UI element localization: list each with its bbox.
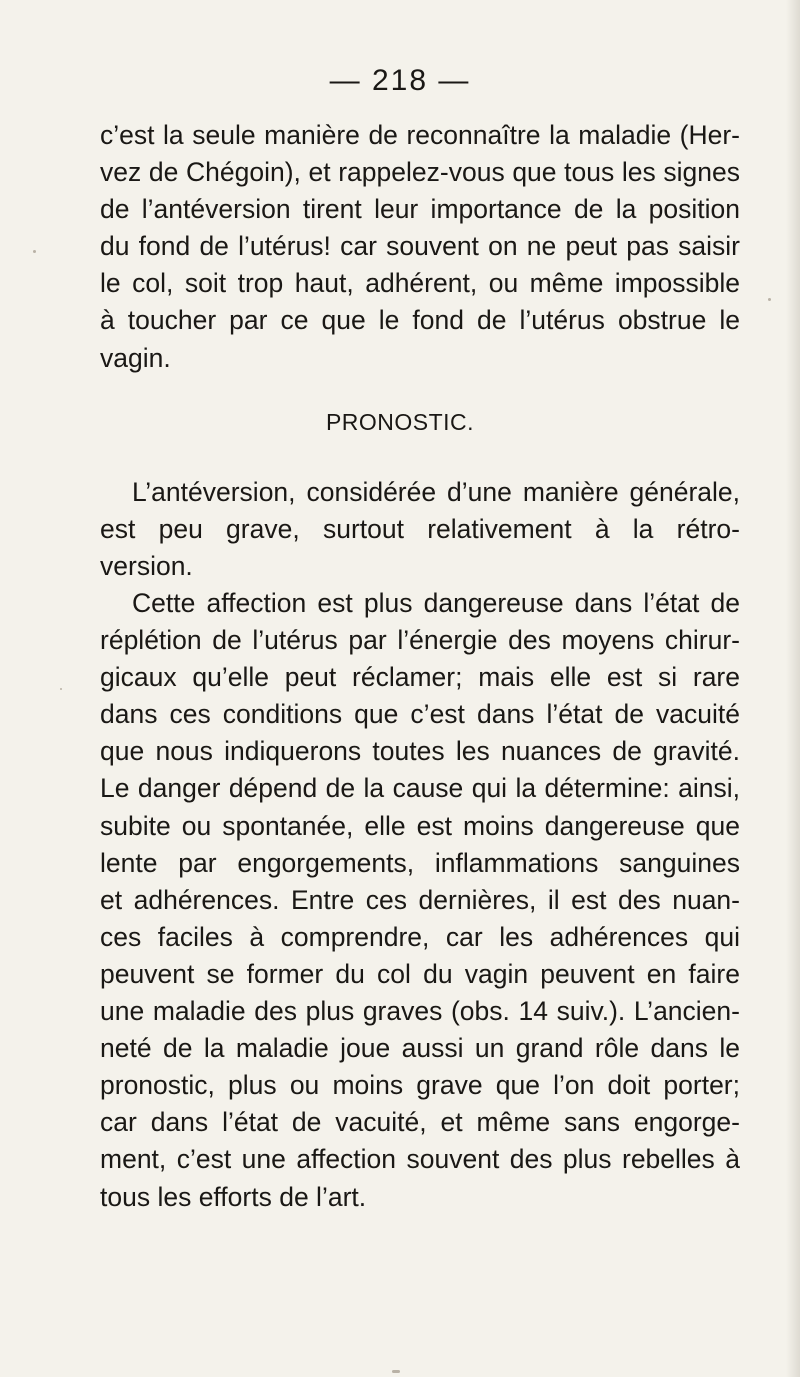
page-number-header: — 218 — xyxy=(329,64,471,97)
text-line: tous les efforts de l’art. xyxy=(100,1181,367,1212)
paragraph-continuation xyxy=(100,117,740,377)
text-line: pronostic, plus ou moins grave que l’on doit porter; xyxy=(100,1070,740,1101)
section-heading: PRONOSTIC. xyxy=(325,409,475,435)
text-line: neté de la maladie joue aussi un grand rôle dans le xyxy=(100,1033,740,1064)
text-line: c’est la seule manière de reconnaître la maladie (Her- xyxy=(100,120,740,150)
text-line: lente par engorgements, inflammations sanguines xyxy=(100,847,740,878)
text-line: réplétion de l’utérus par l’énergie des moyens chirur- xyxy=(100,625,740,656)
text-line: que nous indiquerons toutes les nuances de gravité. xyxy=(100,736,740,767)
paper-speck xyxy=(33,250,36,253)
text-line: L’antéversion, considérée d’une manière générale, xyxy=(132,477,740,507)
text-line: ces faciles à comprendre, car les adhérences qui xyxy=(100,921,740,952)
paper-speck xyxy=(392,1370,400,1373)
text-line: car dans l’état de vacuité, et même sans engorge- xyxy=(100,1107,740,1138)
paper-speck xyxy=(768,298,771,301)
text-line: peuvent se former du col du vagin peuvent en faire xyxy=(100,958,740,989)
text-line: à toucher par ce que le fond de l’utérus obstrue le xyxy=(100,305,740,336)
text-line: une maladie des plus graves (obs. 14 suiv.). L’ancien- xyxy=(100,996,740,1027)
text-line: subite ou spontanée, elle est moins dangereuse que xyxy=(100,810,740,841)
paper-speck xyxy=(60,688,62,690)
text-line: et adhérences. Entre ces dernières, il est des nuan- xyxy=(100,884,740,915)
text-line: version. xyxy=(100,551,193,582)
text-line: dans ces conditions que c’est dans l’état de vacuité xyxy=(100,699,740,730)
page-edge-shadow xyxy=(786,0,800,1377)
text-line: Le danger dépend de la cause qui la détermine: ainsi, xyxy=(100,773,740,804)
text-line: ment, c’est une affection souvent des plus rebelles à xyxy=(100,1144,740,1175)
text-line: vagin. xyxy=(100,342,171,373)
text-line: du fond de l’utérus! car souvent on ne peut pas saisir xyxy=(100,231,740,262)
text-line: vez de Chégoin), et rappelez-vous que tous les signes xyxy=(100,157,740,188)
text-line: le col, soit trop haut, adhérent, ou même impossible xyxy=(100,268,740,299)
text-line: Cette affection est plus dangereuse dans l’état de xyxy=(132,588,740,618)
paragraph-prognosis xyxy=(100,585,740,1216)
text-line: est peu grave, surtout relativement à la rétro- xyxy=(100,514,740,545)
paragraph-antiversion xyxy=(100,474,740,585)
text-line: gicaux qu’elle peut réclamer; mais elle est si rare xyxy=(100,662,740,693)
text-line: de l’antéversion tirent leur importance de la position xyxy=(100,194,740,225)
